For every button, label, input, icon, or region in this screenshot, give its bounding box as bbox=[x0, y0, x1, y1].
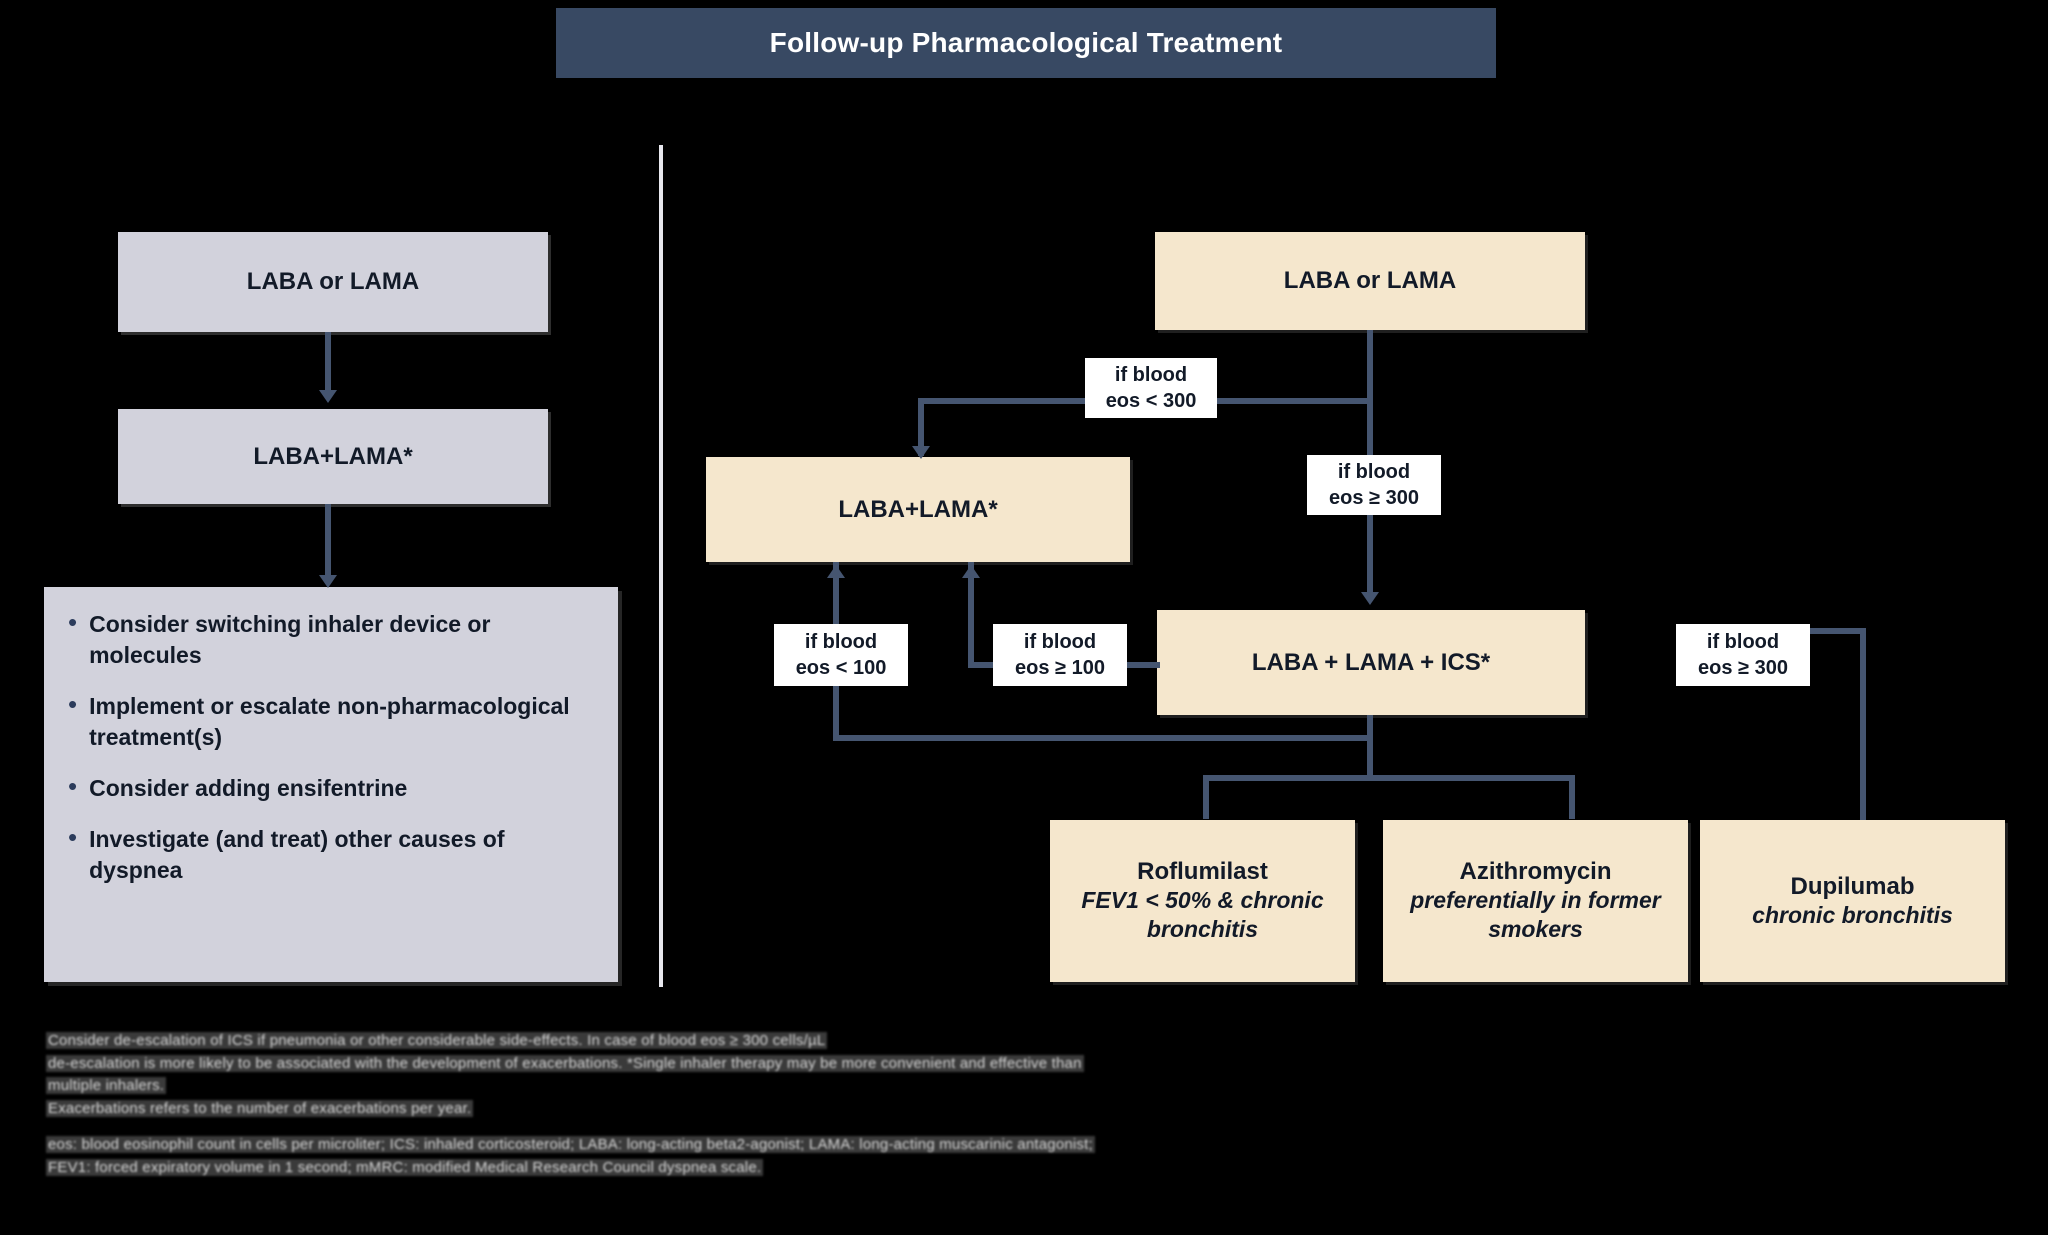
footnote-line: Consider de-escalation of ICS if pneumonia or other considerable side-effects. In case of blood eos ≥ 300 cells/µL bbox=[48, 1032, 826, 1049]
arrow-eos-ge100 bbox=[962, 565, 980, 578]
left-box-laba-lama[interactable]: LABA+LAMA* bbox=[118, 409, 548, 504]
left-recommendations-panel bbox=[44, 587, 618, 982]
right-box-laba-or-lama[interactable]: LABA or LAMA bbox=[1155, 232, 1585, 330]
page-title: Follow-up Pharmacological Treatment bbox=[769, 27, 1283, 58]
abbreviation-line: eos: blood eosinophil count in cells per microliter; ICS: inhaled corticosteroid; LABA: long-acting beta2-agonist; LAMA: long-acting muscarinic antagonist; bbox=[48, 1136, 1093, 1153]
label-if-blood-eos-ge-300-right: if blood eos ≥ 300 bbox=[1676, 624, 1810, 686]
arrow-eos-lt300 bbox=[912, 446, 930, 459]
abbreviation-line: FEV1: forced expiratory volume in 1 second; mMRC: modified Medical Research Council dyspnea scale. bbox=[48, 1158, 762, 1176]
connector-triple-down bbox=[1367, 715, 1373, 780]
list-item: • Implement or escalate non-pharmacological treatment(s) bbox=[68, 689, 570, 751]
outcome-box-dupilumab[interactable]: Dupilumab chronic bronchitis bbox=[1700, 820, 2005, 982]
connector-left-1 bbox=[325, 332, 331, 394]
connector-left-2 bbox=[325, 504, 331, 580]
right-box-triple-therapy[interactable]: LABA + LAMA + ICS* bbox=[1157, 610, 1585, 715]
connector-dupilumab-right bbox=[1810, 628, 1866, 634]
right-box-laba-lama[interactable]: LABA+LAMA* bbox=[706, 457, 1130, 562]
label-if-blood-eos-lt-100: if blood eos < 100 bbox=[774, 624, 908, 686]
footnote-line: Exacerbations refers to the number of exacerbations per year. bbox=[48, 1099, 472, 1117]
left-box-laba-or-lama[interactable]: LABA or LAMA bbox=[118, 232, 548, 332]
list-item: • Investigate (and treat) other causes of dyspnea bbox=[68, 822, 505, 884]
footnote-line: multiple inhalers. bbox=[48, 1077, 165, 1094]
connector-dupilumab-down bbox=[1860, 628, 1866, 820]
list-item: • Consider switching inhaler device or molecules bbox=[68, 607, 491, 669]
connector-eos-lt100-right bbox=[833, 735, 1370, 741]
footnote-line: de-escalation is more likely to be associated with the development of exacerbations. *Single inhaler therapy may be more convenient and effective than bbox=[48, 1054, 1082, 1072]
footnotes bbox=[46, 1030, 2006, 1179]
panel-divider bbox=[659, 145, 663, 987]
arrow-eos-lt100 bbox=[827, 565, 845, 578]
label-if-blood-eos-ge-300-upper: if blood eos ≥ 300 bbox=[1307, 455, 1441, 515]
label-if-blood-eos-ge-100: if blood eos ≥ 100 bbox=[993, 624, 1127, 686]
bullet-icon: • bbox=[68, 689, 78, 720]
bullet-icon: • bbox=[68, 771, 78, 802]
label-if-blood-eos-lt-300: if blood eos < 300 bbox=[1085, 358, 1217, 418]
bullet-icon: • bbox=[68, 822, 78, 853]
outcome-box-azithromycin[interactable]: Azithromycin preferentially in former smokers bbox=[1383, 820, 1688, 982]
list-item: • Consider adding ensifentrine bbox=[68, 771, 408, 802]
outcome-box-roflumilast[interactable]: Roflumilast FEV1 < 50% & chronic bronchitis bbox=[1050, 820, 1355, 982]
arrow-left-1 bbox=[319, 390, 337, 403]
bullet-icon: • bbox=[68, 607, 78, 637]
connector-roflumilast-down bbox=[1203, 775, 1209, 819]
connector-outcome-split bbox=[1203, 775, 1575, 781]
diagram-title-bar bbox=[556, 8, 1496, 78]
arrow-top-to-triple bbox=[1361, 592, 1379, 605]
arrow-left-2 bbox=[319, 575, 337, 588]
connector-azithromycin-down bbox=[1569, 775, 1575, 819]
